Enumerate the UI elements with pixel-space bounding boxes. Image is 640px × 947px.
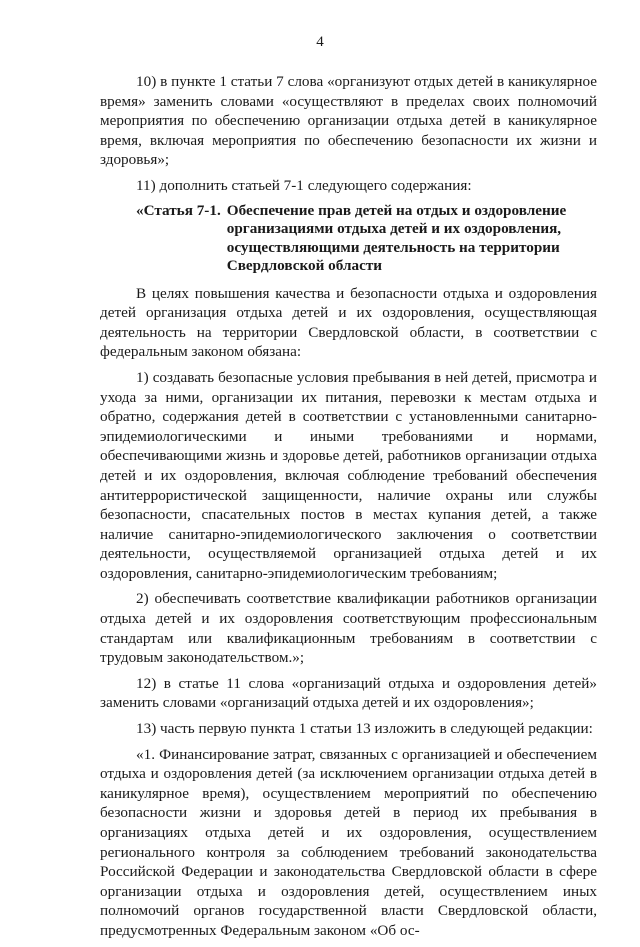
paragraph-13-text: «1. Финансирование затрат, связанных с организацией и обеспечением отдыха и оздоровления детей (за исключением организации отдыха детей в каникулярное время), осуществлением мероприятий по обеспечению безопасности жизни и здоровья детей в период их пребывания в организациях отдыха детей и их оздоровления, осуществлением регионального контроля за соблюдением требований законодательства Российской Федерации и законодательства Свердловской области в сфере организации отдыха и оздоровления детей, осуществлением иных полномочий органов государственной власти Свердловской области, предусмотренных Федеральным законом «Об ос-	[100, 745, 597, 939]
paragraph-10: 10) в пункте 1 статьи 7 слова «организуют отдых детей в каникулярное время» заменить словами «осуществляют в пределах своих полномочий мероприятия по обеспечению организации отдыха детей в каникулярное время, включая мероприятия по обеспечению безопасности их жизни и здоровья»;	[100, 73, 597, 169]
paragraph-11: 11) дополнить статьей 7-1 следующего содержания:	[136, 176, 472, 194]
document-body	[100, 72, 597, 947]
paragraph-12: 12) в статье 11 слова «организаций отдыха и оздоровления детей» заменить словами «организаций отдыха детей и их оздоровления»;	[100, 674, 597, 712]
article-item-1: 1) создавать безопасные условия пребывания в ней детей, присмотра и ухода за ними, организации их питания, перевозки к местам отдыха и обратно, содержания детей в соответствии с установленными санитарно-эпидемиологическими и иными требованиями и нормами, обеспечивающими жизнь и здоровье детей, работников организации отдыха детей и их оздоровления, включая соблюдение требований обеспечения антитеррористической защищенности, наличие охраны или службы безопасности, спасательных постов в местах купания детей, а также наличие санитарно-эпидемиологического заключения о соответствии деятельности, осуществляемой организацией отдыха детей и их оздоровления, санитарно-эпидемиологическим требованиям;	[100, 368, 597, 582]
article-intro-paragraph: В целях повышения качества и безопасности отдыха и оздоровления детей организация отдыха детей и их оздоровления, осуществляющая деятельность на территории Свердловской области, в соответствии с федеральным законом обязана:	[100, 284, 597, 361]
page-number: 4	[316, 34, 324, 50]
article-title: Обеспечение прав детей на отдых и оздоровление организациями отдыха детей и их оздоровления, осуществляющими деятельность на территории Свердловской области	[226, 201, 567, 275]
paragraph-13: 13) часть первую пункта 1 статьи 13 изложить в следующей редакции:	[136, 720, 593, 738]
article-heading	[136, 202, 597, 276]
article-item-2: 2) обеспечивать соответствие квалификации работников организации отдыха детей и их оздоровления соответствующим профессиональным стандартам или квалификационным требованиям в соответствии с трудовым законодательством.»;	[100, 590, 597, 667]
article-number: «Статья 7-1.	[136, 201, 221, 219]
